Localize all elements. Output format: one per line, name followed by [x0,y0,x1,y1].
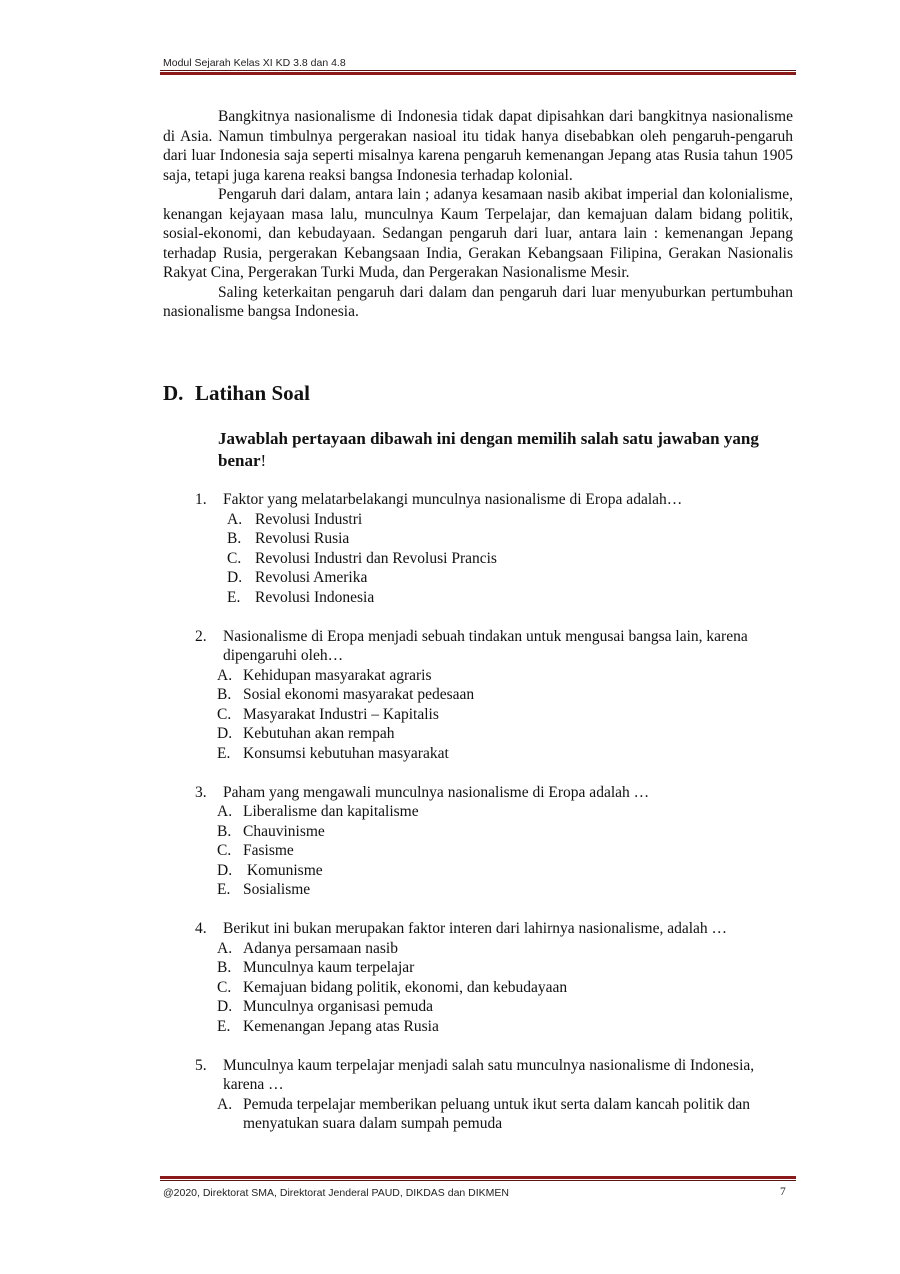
question-text: Paham yang mengawali munculnya nasionalisme di Eropa adalah … [223,783,650,801]
option-item [217,880,795,900]
section-letter: D. [163,381,184,405]
question-item [195,490,795,607]
option-text: Kemenangan Jepang atas Rusia [243,1017,439,1035]
option-letter: D. [227,569,243,586]
option-text: Pemuda terpelajar memberikan peluang untuk ikut serta dalam kancah politik dan menyatukan suara dalam sumpah pemuda [243,1095,751,1132]
option-text: Munculnya organisasi pemuda [243,998,433,1015]
option-letter: B. [217,959,232,976]
paragraph: Saling keterkaitan pengaruh dari dalam dan pengaruh dari luar menyuburkan pertumbuhan nasionalisme bangsa Indonesia. [163,283,793,320]
option-letter: B. [217,822,232,840]
option-letter: C. [227,549,242,567]
option-letter: E. [217,881,231,898]
question-item [195,627,795,764]
option-letter: A. [217,939,233,957]
option-letter: D. [217,725,233,742]
question-number: 5. [195,1056,207,1074]
option-text: Sosial ekonomi masyarakat pedesaan [243,686,475,703]
question-text: Berikut ini bukan merupakan faktor interen dari lahirnya nasionalisme, adalah … [223,920,728,937]
question-number: 2. [195,627,207,645]
option-letter: D. [217,861,233,879]
question-text: Faktor yang melatarbelakangi munculnya nasionalisme di Eropa adalah… [223,491,683,508]
question-item [195,783,795,900]
option-item [217,1095,795,1134]
option-letter: E. [217,1017,231,1035]
option-item [227,588,795,608]
option-text: Komunisme [243,861,323,879]
option-list [217,939,795,1037]
option-text: Kemajuan bidang politik, ekonomi, dan kebudayaan [243,978,568,996]
option-item [217,958,795,978]
option-item [217,744,795,764]
instruction [218,428,798,472]
option-item [227,549,795,569]
footer-credit: @2020, Direktorat SMA, Direktorat Jenderal PAUD, DIKDAS dan DIKMEN [163,1187,510,1199]
option-text: Revolusi Industri dan Revolusi Prancis [255,549,497,567]
question-list [195,490,795,1153]
footer-rule [160,1176,796,1181]
option-list [217,1095,795,1134]
question-number: 1. [195,491,207,508]
option-letter: B. [227,530,242,547]
option-item [217,724,795,744]
option-text: Revolusi Rusia [255,530,350,547]
option-item [217,705,795,725]
intro-text [163,107,793,322]
option-text: Masyarakat Industri – Kapitalis [243,705,439,723]
paragraph: Pengaruh dari dalam, antara lain ; adanya kesamaan nasib akibat imperial dan kolonialisme, kenangan kejayaan masa lalu, munculnya Kaum Terpelajar, dan kemajuan dalam bidang politik, sosial-ekonomi, dan kebudayaan. Sedangan pengaruh dari luar, antara lain : kemenangan Jepang terhadap Rusia, pergerakan Kebangsaan India, Gerakan Kebangsaan Filipina, Gerakan Nasionalis Rakyat Cina, Pergerakan Turki Muda, dan Pergerakan Nasionalisme Mesir. [163,186,793,281]
option-text: Liberalisme dan kapitalisme [243,803,419,820]
option-text: Konsumsi kebutuhan masyarakat [243,744,449,762]
question-number: 4. [195,920,207,937]
instruction-end: ! [260,451,267,470]
option-letter: A. [217,1095,233,1113]
page-number: 7 [780,1186,786,1198]
option-letter: E. [217,744,231,762]
option-letter: C. [217,705,232,723]
option-item [217,802,795,822]
option-text: Sosialisme [243,881,311,898]
option-text: Revolusi Industri [255,510,363,528]
paragraph: Bangkitnya nasionalisme di Indonesia tidak dapat dipisahkan dari bangkitnya nasionalisme di Asia. Namun timbulnya pergerakan nasioal itu tidak hanya disebabkan oleh pengaruh-pengaruh dari luar Indonesia saja seperti misalnya karena pengaruh kemenangan Jepang atas Rusia tahun 1905 saja, tetapi juga karena reaksi bangsa Indonesia terhadap kolonial. [163,108,793,184]
option-letter: E. [227,588,241,606]
option-item [217,997,795,1017]
option-item [217,685,795,705]
option-item [227,529,795,549]
question-text: Nasionalisme di Eropa menjadi sebuah tindakan untuk mengusai bangsa lain, karena dipengaruhi oleh… [223,627,748,664]
option-item [217,822,795,842]
option-letter: B. [217,686,232,703]
option-item [217,861,795,881]
option-list [217,666,795,764]
option-letter: D. [217,998,233,1015]
option-text: Revolusi Indonesia [255,588,375,606]
option-text: Kebutuhan akan rempah [243,725,395,742]
option-item [217,978,795,998]
option-text: Kehidupan masyarakat agraris [243,666,432,684]
question-number: 3. [195,783,207,801]
question-text: Munculnya kaum terpelajar menjadi salah satu munculnya nasionalisme di Indonesia, karena … [223,1056,755,1093]
option-letter: A. [217,666,233,684]
running-header: Modul Sejarah Kelas XI KD 3.8 dan 4.8 [163,57,346,69]
option-item [217,939,795,959]
header-rule [160,70,796,75]
question-item [195,1056,795,1134]
option-item [217,666,795,686]
option-text: Chauvinisme [243,822,325,840]
option-item [217,841,795,861]
option-text: Munculnya kaum terpelajar [243,959,415,976]
section-title: Latihan Soal [195,381,310,405]
option-list [227,510,795,608]
instruction-text: Jawablah pertayaan dibawah ini dengan memilih salah satu jawaban yang benar [218,429,759,470]
section-heading [163,381,310,406]
option-list [217,802,795,900]
option-text: Fasisme [243,842,294,859]
option-item [227,568,795,588]
option-text: Adanya persamaan nasib [243,939,398,957]
option-item [227,510,795,530]
option-letter: A. [227,510,243,528]
option-letter: C. [217,978,232,996]
option-letter: A. [217,803,233,820]
option-letter: C. [217,842,232,859]
option-item [217,1017,795,1037]
option-text: Revolusi Amerika [255,569,368,586]
question-item [195,919,795,1036]
